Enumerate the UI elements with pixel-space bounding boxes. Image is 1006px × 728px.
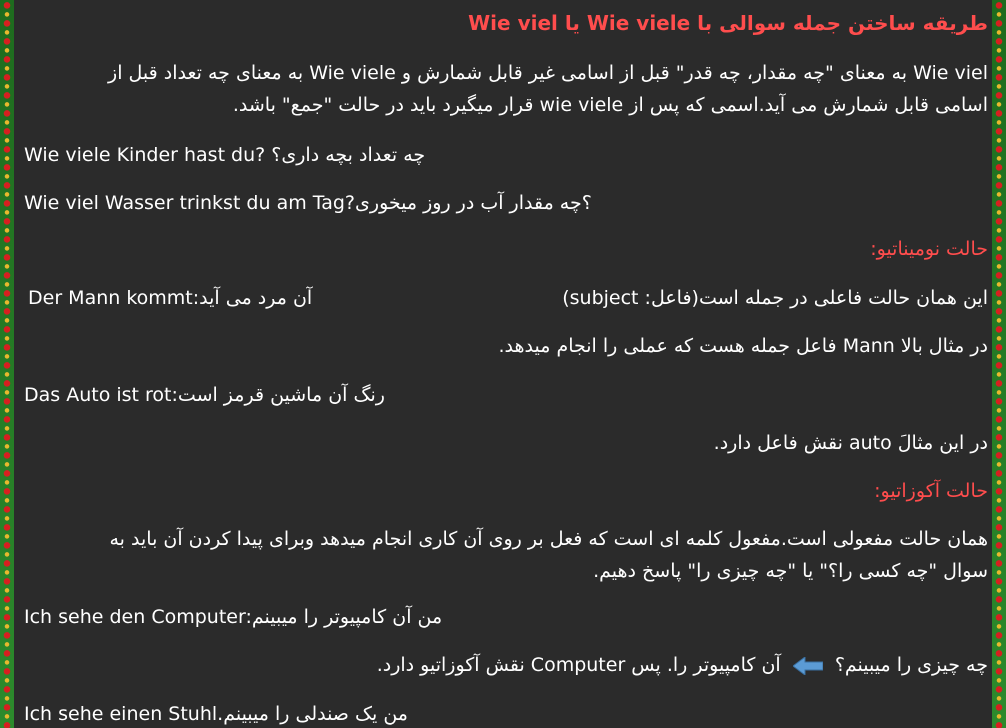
example-1-german: Wie viele Kinder hast du?: [24, 144, 266, 166]
example-1: [24, 142, 988, 168]
nominative-example-1: [28, 285, 312, 311]
accusative-example-1-german: Ich sehe den Computer:: [24, 606, 252, 628]
heading-nominative: حالت نومیناتیو:: [870, 238, 988, 260]
nominative-example-2-persian: رنگ آن ماشین قرمز است: [177, 384, 385, 406]
nominative-example-2-german: Das Auto ist rot:: [24, 384, 178, 406]
decorative-border-right: [992, 0, 1006, 728]
accusative-definition-1: همان حالت مفعولی است.مفعول کلمه ای است که فعل بر روی آن کاری انجام میدهد وبرای پیدا کردن آن باید به: [109, 528, 988, 550]
heading-accusative: حالت آکوزاتیو:: [874, 480, 988, 502]
decorative-border-left: [0, 0, 14, 728]
accusative-example-2-german: Ich sehe einen Stuhl.: [24, 703, 224, 725]
accusative-question-row: [24, 652, 988, 678]
nominative-example-1-german: Der Mann kommt:: [28, 287, 200, 309]
accusative-example-1: [24, 604, 988, 630]
example-2-german: Wie viel Wasser trinkst du am Tag?: [24, 192, 356, 214]
accusative-definition-2: سوال "چه کسی را؟" یا "چه چیزی را" پاسخ دهیم.: [593, 560, 988, 582]
nominative-example-2: [24, 382, 988, 408]
accusative-example-2-persian: من یک صندلی را میبینم: [223, 703, 408, 725]
accusative-example-1-persian: من آن کامپیوتر را میبینم: [251, 606, 443, 628]
intro-line-2: اسامی قابل شمارش می آید.اسمی که پس از wie viele قرار میگیرد باید در حالت "جمع" باشد.: [232, 94, 988, 116]
accusative-question: چه چیزی را میبینم؟: [834, 654, 988, 676]
intro-line-1: Wie viel به معنای "چه مقدار، چه قدر" قبل از اسامی غیر قابل شمارش و Wie viele به معنای چه تعداد قبل از: [108, 62, 988, 84]
accusative-answer: آن کامپیوتر را. پس Computer نقش آکوزاتیو دارد.: [376, 654, 781, 676]
example-2-persian: ؟چه مقدار آب در روز میخوری: [355, 192, 592, 214]
example-1-persian: چه تعداد بچه داری؟: [271, 144, 426, 166]
example-2: [24, 190, 988, 216]
nominative-definition: این همان حالت فاعلی در جمله است(فاعل: subject): [562, 287, 988, 309]
page-title: طریقه ساختن جمله سوالی با Wie viele یا Wie viel: [468, 11, 988, 35]
nominative-example-1-persian: آن مرد می آید: [199, 287, 313, 309]
nominative-explanation-1: در مثال بالا Mann فاعل جمله هست که عملی را انجام میدهد.: [498, 335, 988, 357]
arrow-left-icon: [793, 657, 823, 675]
accusative-example-2: [24, 701, 988, 727]
nominative-explanation-2: در این مثالَ auto نقش فاعل دارد.: [713, 432, 988, 454]
